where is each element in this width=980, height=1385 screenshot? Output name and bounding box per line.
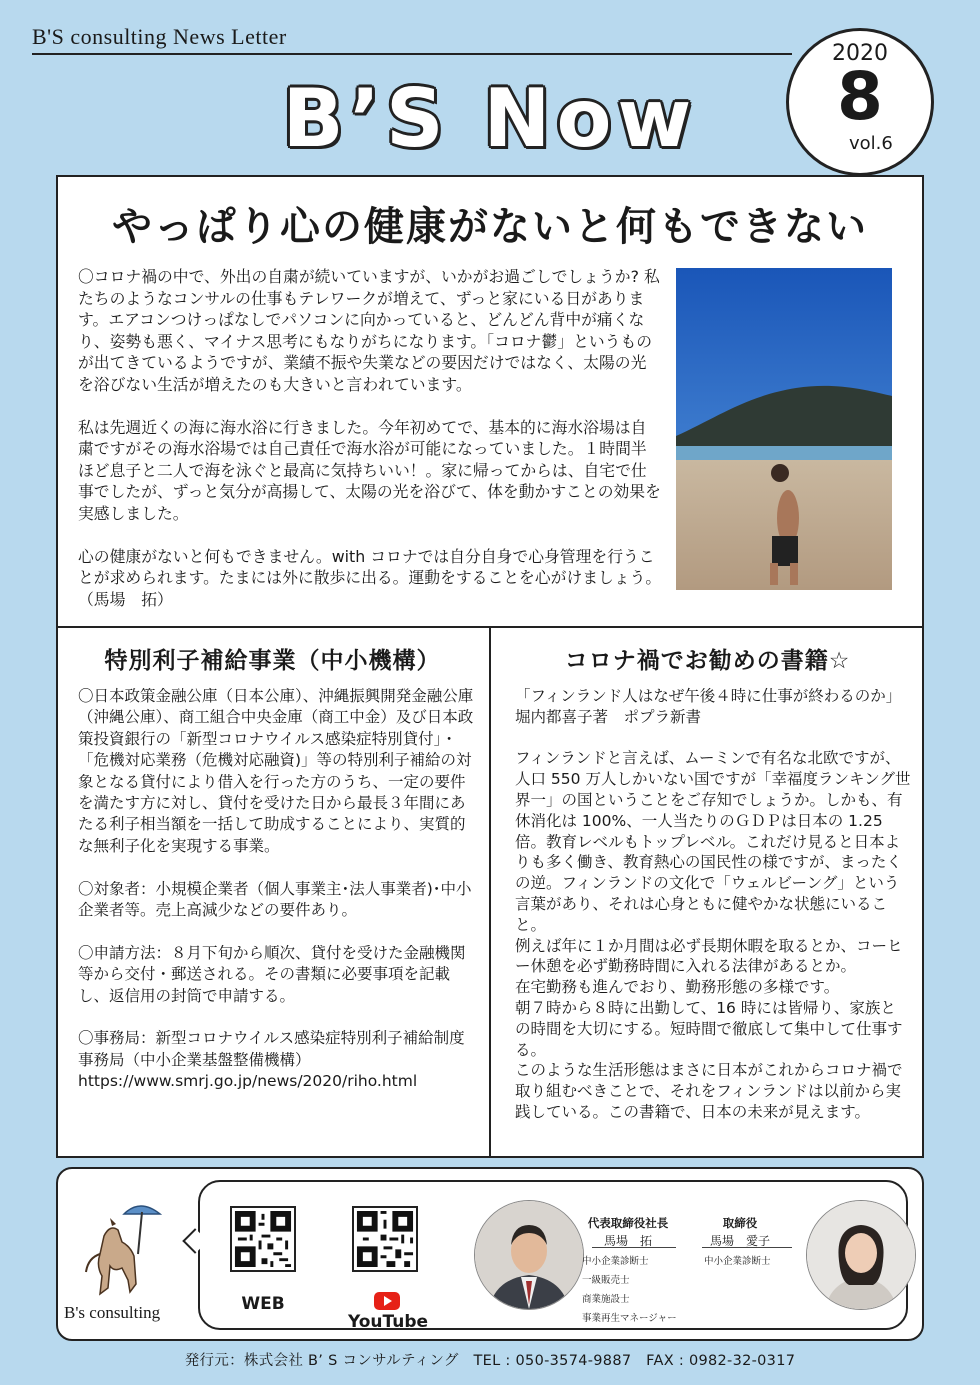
issue-year: 2020: [832, 41, 888, 66]
credential: 商業施設士: [582, 1294, 630, 1305]
book-section-heading: コロナ禍でお勧めの書籍☆: [564, 648, 851, 674]
book-paragraph: 例えば年に１か月間は必ず長期休暇を取るとか、コーヒー休憩を必ず勤務時間に入れる法律があるとか。: [515, 936, 903, 976]
web-label: WEB: [241, 1294, 285, 1314]
web-qr-code[interactable]: [230, 1206, 296, 1272]
book-title: 「フィンランド人はなぜ午後４時に仕事が終わるのか」: [515, 687, 902, 705]
main-headline: やっぱり心の健康がないと何もできない: [112, 204, 868, 250]
avatar-director: [806, 1200, 916, 1310]
director-rule: [702, 1247, 792, 1248]
beach-photo: [676, 268, 892, 590]
main-paragraph: 私は先週近くの海に海水浴に行きました。今年初めてで、基本的に海水浴場は自粛ですがその海水浴場では自己責任で海水浴が可能になっていました。１時間半ほど息子と二人で海を泳ぐと最高に気持ちいい！。家に帰ってからは、自宅で仕事でしたが、ずっと気分が高揚して、太陽の光を浴びて、体を動かすことの効果を実感しました。: [78, 417, 661, 523]
director-credentials: [704, 1252, 804, 1271]
book-paragraph: 朝７時から８時に出勤して、16 時には皆帰り、家族との時間を大切にする。短時間で徹底して集中して仕事する。: [515, 998, 903, 1059]
president-credentials: [582, 1252, 692, 1328]
president-role: 代表取締役社長: [587, 1216, 669, 1230]
publisher-info: 発行元：株式会社 B’ S コンサルティング TEL : 050-3574-9887 FAX : 0982-32-0317: [184, 1353, 796, 1369]
credential: 中小企業診断士: [704, 1256, 771, 1267]
company-name: B's consulting: [64, 1303, 161, 1322]
issue-volume: vol.6: [849, 133, 893, 154]
issue-badge: [786, 28, 934, 176]
subsidy-paragraph: 〇日本政策金融公庫（日本公庫）、沖縄振興開発金融公庫（沖縄公庫）、商工組合中央金庫（商工中金）及び日本政策投資銀行の「新型コロナウイルス感染症特別貸付」・「危機対応業務（危機対応融資)」等の特別利子補給の対象となる貸付により借入を行った方のうち、一定の要件を満たす方に対し、貸付を受けた日から最長３年間にあたる利子相当額を一括して助成することにより、実質的な無利子化を実現する事業。: [78, 687, 474, 855]
credential: 事業再生マネージャー: [582, 1313, 677, 1324]
newsletter-title: B’S Now: [282, 72, 698, 165]
main-paragraph: 〇コロナ禍の中で、外出の自粛が続いていますが、いかがお過ごしでしょうか? 私たちのようなコンサルの仕事もテレワークが増えて、ずっと家にいる日があります。エアコンつけっぱなしでパソコンに向かっていると、どんどん背中が痛くなり、姿勢も悪く、マイナス思考にもなりがちになります。「コロナ鬱」というものが出てきているようですが、業績不振や失業などの要因だけではなく、太陽の光を浴びない生活が増えたのも大きいと言われています。: [78, 267, 660, 394]
masthead: B'S consulting News Letter: [32, 24, 287, 49]
president-rule: [592, 1247, 676, 1248]
main-article-body: [78, 266, 662, 632]
book-author: 堀内都喜子著 ポプラ新書: [515, 707, 702, 726]
book-paragraph: フィンランドと言えば、ムーミンで有名な北欧ですが、人口 550 万人しかいない国ですが「幸福度ランキング世界一」の国ということをご存知でしょうか。しかも、有休消化は 100%、一人当たりのＧＤＰは日本の 1.25 倍。教育レベルもトップレベル。これだけ見ると日本よりも多く働き、教育熱心の国民性の様ですが、まったくの逆。フィンランドの文化で「ウェルビーング」という言葉があり、それは心身ともに健やかな状態にいること。: [515, 749, 911, 934]
book-paragraph: このような生活形態はまさに日本がこれからコロナ禍で取り組むべきことで、それをフィンランドは以前から実践している。この書籍で、日本の未来が見えます。: [515, 1061, 903, 1121]
horse-umbrella-logo: [74, 1196, 166, 1300]
subsidy-paragraph: 〇対象者：小規模企業者（個人事業主･法人事業者)･中小企業者等。売上高減少などの要件あり。: [78, 879, 472, 920]
subsidy-paragraph: 〇事務局：新型コロナウイルス感染症特別利子補給制度事務局（中小企業基盤整備機構）: [78, 1029, 465, 1069]
credential: 中小企業診断士: [582, 1256, 649, 1267]
column-divider: [489, 628, 491, 1158]
president-name: 馬場 拓: [603, 1234, 652, 1248]
subsidy-paragraph: 〇申請方法：８月下旬から順次、貸付を受けた金融機関等から交付・郵送される。その書類に必要事項を記載し、返信用の封筒で申請する。: [78, 943, 466, 1005]
youtube-text: YouTube: [347, 1312, 429, 1332]
credential: 一級販売士: [582, 1275, 630, 1286]
header-rule: [32, 53, 792, 55]
subsidy-url-link[interactable]: https://www.smrj.go.jp/news/2020/riho.html: [78, 1072, 418, 1091]
youtube-label: [334, 1292, 442, 1332]
director-name: 馬場 愛子: [709, 1234, 770, 1248]
youtube-icon: [374, 1292, 400, 1310]
issue-month: 8: [837, 58, 883, 135]
avatar-president: [474, 1200, 584, 1310]
subsidy-section-heading: 特別利子補給事業（中小機構）: [104, 648, 441, 674]
book-paragraph: 在宅勤務も進んでおり、勤務形態の多様です。: [515, 978, 840, 997]
director-role: 取締役: [722, 1216, 758, 1230]
subsidy-section-body: [78, 686, 478, 1093]
youtube-qr-code[interactable]: [352, 1206, 418, 1272]
main-paragraph: 心の健康がないと何もできません。with コロナでは自分自身で心身管理を行うことが求められます。たまには外に散歩に出る。運動をすることを心がけましょう。（馬場 拓）: [78, 546, 662, 609]
book-section-body: [515, 686, 911, 1123]
